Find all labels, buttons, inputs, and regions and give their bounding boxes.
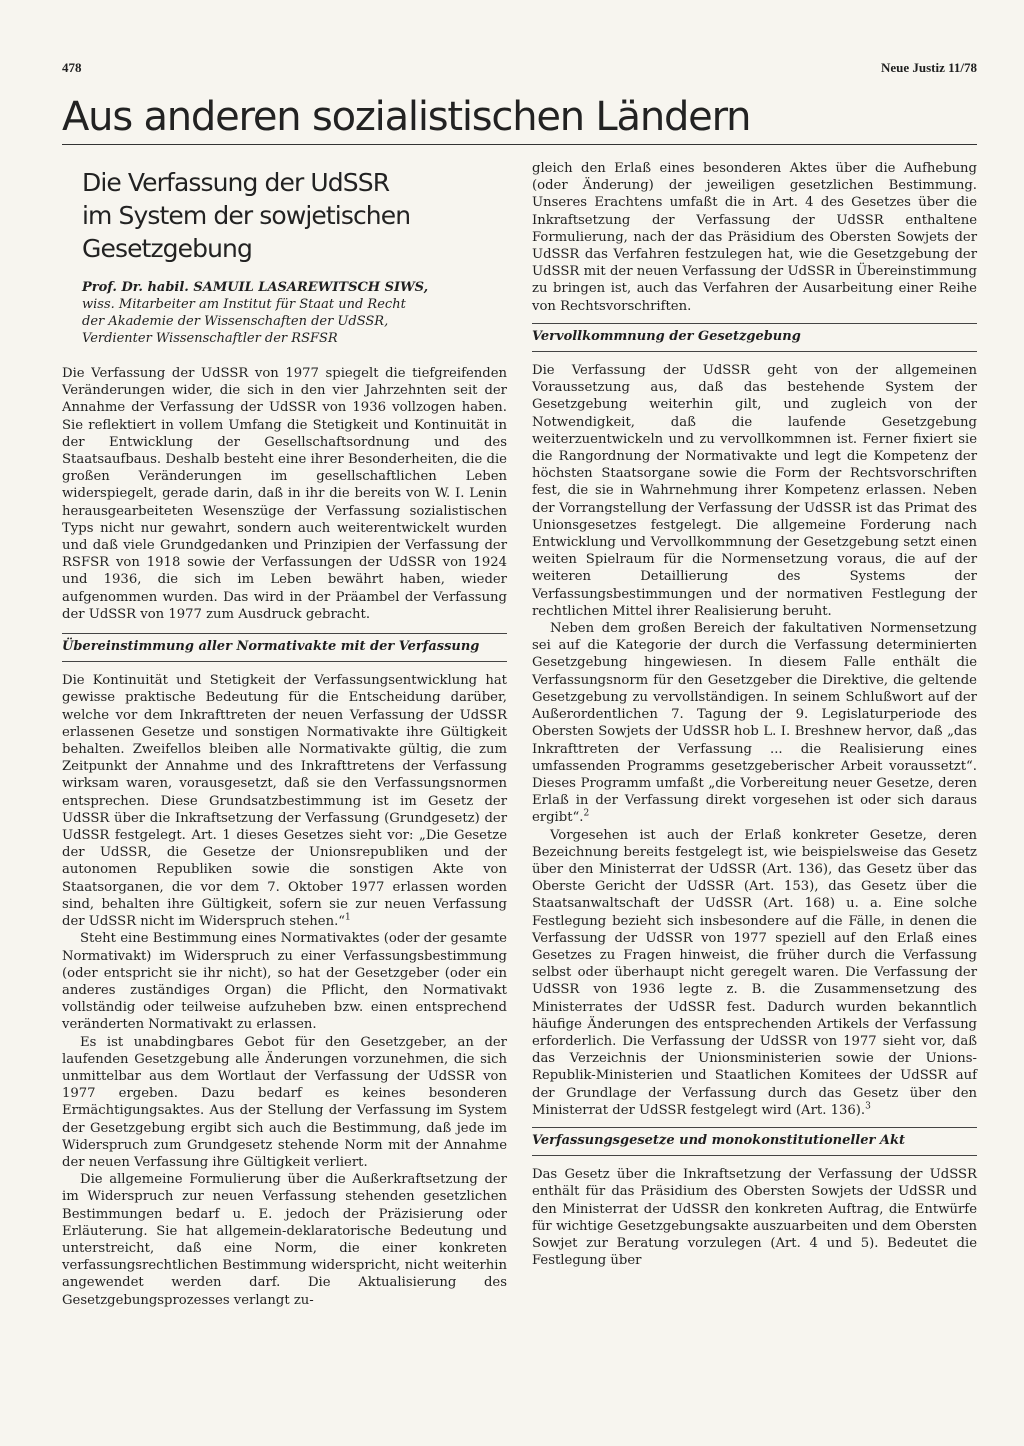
section-rule [62, 144, 977, 145]
paragraph: gleich den Erlaß eines besonderen Aktes über die Aufhebung (oder Änderung) der jeweiligen gesetzlichen Bestimmung. Unseres Erachtens umfaßt die in Art. 4 des Gesetzes über die Inkraftsetzung der Verfassung der UdSSR enthaltene Formulierung, nach der das Präsidium des Obersten Sowjets der UdSSR das Verfahren festzulegen hat, wie die Gesetzgebung der UdSSR mit der neuen Verfassung der UdSSR in Übereinstimmung zu bringen ist, auch das Verfahren der Ausarbeitung einer Reihe von Rechtsvorschriften. [532, 161, 977, 314]
author-affiliation-2: der Akademie der Wissenschaften der UdSSR, [82, 314, 389, 329]
subheading: Vervollkommnung der Gesetzgebung [532, 323, 977, 352]
left-column [62, 160, 507, 1309]
right-column [532, 160, 977, 1269]
author-affiliation-1: wiss. Mitarbeiter am Institut für Staat und Recht [82, 297, 406, 312]
paragraph [62, 672, 507, 930]
paragraph: Steht eine Bestimmung eines Normativaktes (oder der gesamte Normativakt) im Widerspruch zu einer Verfassungsbestimmung (oder entspricht sie ihr nicht), so hat der Gesetzgeber (oder ein anderes zuständiges Organ) die Pflicht, den Normativakt vollständig oder teilweise aufzuheben bzw. einen entsprechend veränderten Normativakt zu erlassen. [62, 931, 507, 1033]
footnote-marker: 3 [865, 1101, 871, 1112]
paragraph [532, 827, 977, 1119]
article-title-line2: im System der sowjetischen Gesetzgebung [82, 201, 411, 263]
article-title [82, 166, 507, 265]
subheading: Verfassungsgesetze und monokonstitutioneller Akt [532, 1127, 977, 1156]
subheading: Übereinstimmung aller Normativakte mit der Verfassung [62, 633, 507, 662]
footnote-marker: 2 [583, 808, 590, 819]
paragraph: Die allgemeine Formulierung über die Außerkraftsetzung der im Widerspruch zur neuen Verfassung stehenden gesetzlichen Bestimmungen bedarf u. E. jedoch der Präzisierung oder Erläuterung. Sie hat allgemein-deklaratorische Bedeutung und unterstreicht, daß eine Norm, die einer konkreten verfassungsrechtlichen Bestimmung widerspricht, nicht weiterhin angewendet werden darf. Die Aktualisierung des Gesetzgebungsprozesses verlangt zu- [62, 1172, 507, 1308]
footnote-marker: 1 [345, 912, 351, 923]
author-block [82, 279, 507, 347]
paragraph: Es ist unabdingbares Gebot für den Gesetzgeber, an der laufenden Gesetzgebung alle Änderungen vorzunehmen, die sich unmittelbar aus dem Wortlaut der Verfassung der UdSSR von 1977 ergeben. Dazu bedarf es keines besonderen Ermächtigungsaktes. Aus der Stellung der Verfassung im System der Gesetzgebung ergibt sich auch die Bestimmung, daß jede im Widerspruch zum Grundgesetz stehende Norm mit der Annahme der neuen Verfassung ihre Gültigkeit verliert. [62, 1034, 507, 1170]
paragraph: Das Gesetz über die Inkraftsetzung der Verfassung der UdSSR enthält für das Präsidium des Obersten Sowjets der UdSSR und den Ministerrat der UdSSR den konkreten Auftrag, die Entwürfe für wichtige Gesetzgebungsakte auszuarbeiten und dem Obersten Sowjet zur Beratung vorzulegen (Art. 4 und 5). Bedeutet die Festlegung über [532, 1167, 977, 1269]
article-title-line1: Die Verfassung der UdSSR [82, 168, 390, 197]
author-title: Verdienter Wissenschaftler der RSFSR [82, 331, 338, 346]
journal-issue: Neue Justiz 11/78 [880, 60, 977, 75]
paragraph-text: Neben dem großen Bereich der fakultativen Normensetzung sei auf die Kategorie der durch die Verfassung determinierten Gesetzgebung hingewiesen. In diesem Falle enthält die Verfassungsnorm für den Gesetzgeber die Direktive, die geltende Gesetzgebung zu vervollständigen. In seinem Schlußwort auf der Außerordentlichen 7. Tagung der 9. Legislaturperiode des Obersten Sowjets der UdSSR hob L. I. Breshnew hervor, daß „das Inkrafttreten der Verfassung ... die Realisierung eines umfassenden Programms gesetzgeberischer Arbeit voraussetzt“. Dieses Programm umfaßt „die Vorbereitung neuer Gesetze, deren Erlaß in der Verfassung direkt vorgesehen ist oder sich daraus ergibt“. [532, 621, 977, 826]
paragraph [532, 620, 977, 826]
section-title: Aus anderen sozialistischen Ländern [62, 94, 751, 140]
paragraph: Die Verfassung der UdSSR geht von der allgemeinen Voraussetzung aus, daß das bestehende System der Gesetzgebung weiterhin gilt, und zugleich von der Notwendigkeit, daß die laufende Gesetzgebung weiterzuentwickeln und zu vervollkommnen ist. Ferner fixiert sie die Rangordnung der Normativakte und legt die Kompetenz der höchsten Staatsorgane sowie die Form der Rechtsvorschriften fest, die sie in Wahrnehmung ihrer Kompetenz erlassen. Neben der Vorrangstellung der Verfassung der UdSSR ist das Primat des Unionsgesetzes festgelegt. Die allgemeine Forderung nach Entwicklung und Vervollkommnung der Gesetzgebung setzt einen weiten Spielraum für die Normensetzung voraus, die auf der weiteren Detaillierung des Systems der Verfassungsbestimmungen und der normativen Festlegung der rechtlichen Mittel ihrer Realisierung beruht. [532, 363, 977, 619]
page-number: 478 [62, 60, 82, 75]
paragraph-text: Vorgesehen ist auch der Erlaß konkreter Gesetze, deren Bezeichnung bereits festgelegt ist, wie beispielsweise das Gesetz über den Ministerrat der UdSSR (Art. 136), das Gesetz über das Oberste Gericht der UdSSR (Art. 153), das Gesetz über die Staatsanwaltschaft der UdSSR (Art. 168) u. a. Eine solche Festlegung bezieht sich insbesondere auf die Fälle, in denen die Verfassung der UdSSR von 1977 speziell auf den Erlaß eines Gesetzes zu Fragen hinweist, die früher durch die Verfassung selbst oder überhaupt nicht geregelt waren. Die Verfassung der UdSSR von 1936 legte z. B. die Zusammensetzung des Ministerrates der UdSSR fest. Dadurch wurden bekanntlich häufige Änderungen des entsprechenden Artikels der Verfassung erforderlich. Die Verfassung der UdSSR von 1977 sieht vor, daß das Verzeichnis der Unionsministerien sowie der Unions-Republik-Ministerien und Staatlichen Komitees der UdSSR auf der Grundlage der Verfassung durch das Gesetz über den Ministerrat der UdSSR festgelegt wird (Art. 136). [532, 827, 977, 1118]
paragraph-text: Die Kontinuität und Stetigkeit der Verfassungsentwicklung hat gewisse praktische Bedeutung für die Entscheidung darüber, welche vor dem Inkrafttreten der neuen Verfassung der UdSSR erlassenen Gesetze und sonstigen Normativakte ihre Gültigkeit behalten. Zweifellos bleiben alle Normativakte gültig, die zum Zeitpunkt der Annahme und des Inkrafttretens der Verfassung wirksam waren, vorausgesetzt, daß sie den Verfassungsnormen entsprechen. Diese Grundsatzbestimmung ist im Gesetz der UdSSR über die Inkraftsetzung der Verfassung (Grundgesetz) der UdSSR festgelegt. Art. 1 dieses Gesetzes sieht vor: „Die Gesetze der UdSSR, die Gesetze der Unionsrepubliken und der autonomen Republiken sowie die sonstigen Akte von Staatsorganen, die vor dem 7. Oktober 1977 erlassen worden sind, behalten ihre Gültigkeit, sofern sie zur neuen Verfassung der UdSSR nicht im Widerspruch stehen.“ [62, 673, 507, 930]
paragraph: Die Verfassung der UdSSR von 1977 spiegelt die tiefgreifenden Veränderungen wider, die sich in den vier Jahrzehnten seit der Annahme der Verfassung der UdSSR von 1936 vollzogen haben. Sie reflektiert in vollem Umfang die Stetigkeit und Kontinuität in der Entwicklung der Gesellschaftsordnung und des Staatsaufbaus. Deshalb besteht eine ihrer Besonderheiten, die die großen Veränderungen im gesellschaftlichen Leben widerspiegelt, gerade darin, daß in ihr die bereits von W. I. Lenin herausgearbeiteten Wesenszüge der Verfassung sozialistischen Typs nicht nur gewahrt, sondern auch weiterentwickelt wurden und daß viele Grundgedanken und Prinzipien der Verfassung der RSFSR von 1918 sowie der Verfassungen der UdSSR von 1924 und 1936, die sich im Leben bewährt haben, wieder aufgenommen wurden. Das wird in der Präambel der Verfassung der UdSSR von 1977 zum Ausdruck gebracht. [62, 366, 507, 622]
author-name: Prof. Dr. habil. SAMUIL LASAREWITSCH SIWS, [82, 280, 429, 295]
running-header [62, 60, 977, 78]
